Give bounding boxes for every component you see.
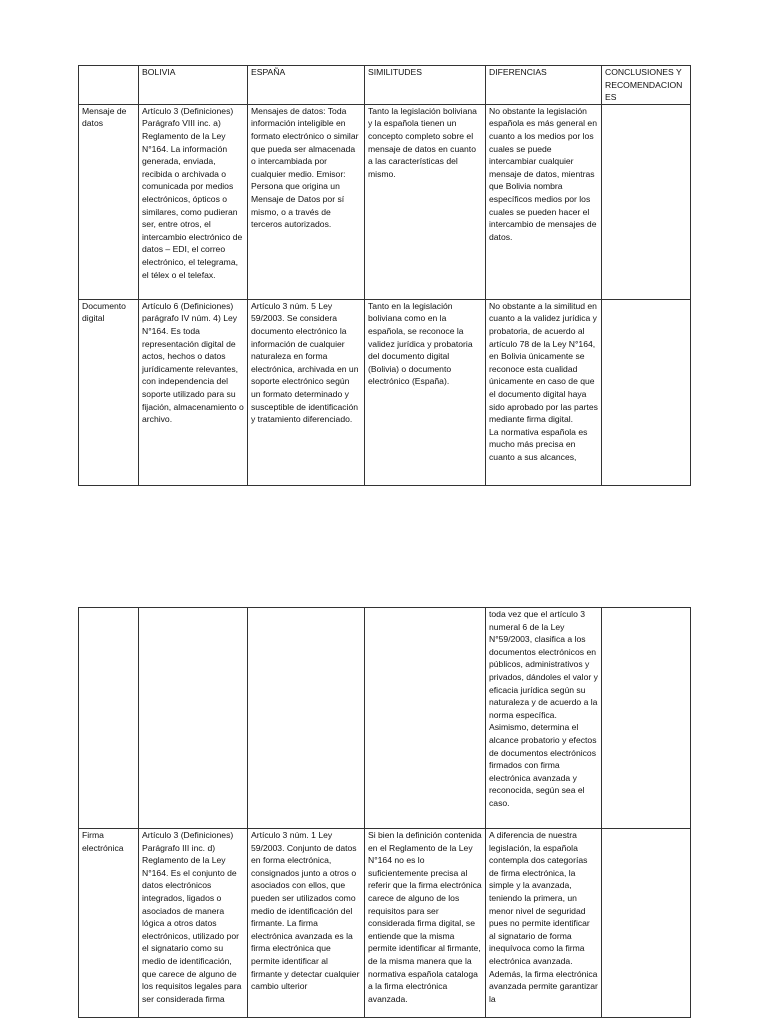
table-row-documento-digital (79, 299, 691, 485)
cell-similitudes: Tanto la legislación boliviana y la española tienen un concepto completo sobre el mensaje de datos en cuanto a las características del mismo. (365, 104, 486, 299)
header-espana: ESPAÑA (248, 66, 365, 105)
cell-conclusiones (602, 104, 691, 299)
cell-diferencias (486, 299, 602, 485)
cell-espana: Artículo 3 núm. 5 Ley 59/2003. Se considera documento electrónico la información de cualquier naturaleza en forma electrónica, archivada en un soporte electrónico según un formato determinado y susceptible de identificación y tratamiento diferenciado. (248, 299, 365, 485)
cell-bolivia: Artículo 6 (Definiciones) parágrafo IV núm. 4) Ley N°164. Es toda representación digital de actos, hechos o datos jurídicamente relevantes, con independencia del soporte utilizado para su fijación, almacenamiento o archivo. (139, 299, 248, 485)
cell-bolivia (139, 608, 248, 829)
row-label (79, 608, 139, 829)
header-diferencias: DIFERENCIAS (486, 66, 602, 105)
cell-espana (248, 608, 365, 829)
paragraph: Asimismo, determina el alcance probatorio y efectos de documentos electrónicos firmados con firma electrónica avanzada y reconocida, según sea el caso. (489, 722, 597, 808)
header-similitudes: SIMILITUDES (365, 66, 486, 105)
cell-bolivia: Artículo 3 (Definiciones) Parágrafo III inc. d) Reglamento de la Ley N°164. Es el conjunto de datos electrónicos integrados, ligados o asociados de manera lógica a otros datos electrónicos, utilizado por el signatario como su medio de identificación, que carece de alguno de los requisitos legales para ser considerada firma (139, 829, 248, 1018)
cell-similitudes (365, 608, 486, 829)
cell-bolivia: Artículo 3 (Definiciones) Parágrafo VIII inc. a) Reglamento de la Ley N°164. La información generada, enviada, recibida o archivada o comunicada por medios electrónicos, ópticos o similares, como pudieran ser, entre otros, el intercambio electrónico de datos – EDI, el correo electrónico, el telegrama, el télex o el telefax. (139, 104, 248, 299)
comparison-table-bottom (78, 607, 691, 1018)
paragraph: No obstante la legislación española es más general en cuanto a los medios por los cuales se puede intercambiar cualquier mensaje de datos, mientras que Bolivia nombra específicos medios por los cuales se pueden hacer el intercambio de mensajes de datos. (489, 105, 597, 242)
table-header-row (79, 66, 691, 105)
header-corner-cell (79, 66, 139, 105)
comparison-table-top (78, 65, 691, 486)
row-label: Firma electrónica (79, 829, 139, 1018)
row-label: Mensaje de datos (79, 104, 139, 299)
header-bolivia: BOLIVIA (139, 66, 248, 105)
paragraph: La normativa española es mucho más precisa en cuanto a sus alcances, (489, 426, 588, 462)
cell-diferencias (486, 829, 602, 1018)
cell-similitudes: Si bien la definición contenida en el Reglamento de la Ley N°164 no es lo suficientemente precisa al referir que la firma electrónica carece de alguno de los requisitos para ser considerada firma digital, se entiende que la misma permite identificar al firmante, de la misma manera que la normativa española cataloga a la firma electrónica avanzada. (365, 829, 486, 1018)
cell-conclusiones (602, 829, 691, 1018)
row-label: Documento digital (79, 299, 139, 485)
header-conclusiones: CONCLUSIONES Y RECOMENDACIONES (602, 66, 691, 105)
cell-espana: Mensajes de datos: Toda información inteligible en formato electrónico o similar que pueda ser almacenada o intercambiada por cualquier medio. Emisor: Persona que origina un Mensaje de Datos por sí mismo, o a través de terceros autorizados. (248, 104, 365, 299)
cell-diferencias (486, 104, 602, 299)
cell-diferencias (486, 608, 602, 829)
table-row-continuation (79, 608, 691, 829)
cell-similitudes: Tanto en la legislación boliviana como en la española, se reconoce la validez jurídica y probatoria del documento digital (Bolivia) o documento electrónico (España). (365, 299, 486, 485)
table-row-firma-electronica (79, 829, 691, 1018)
table-row-mensaje-de-datos (79, 104, 691, 299)
cell-conclusiones (602, 608, 691, 829)
paragraph: Además, la firma electrónica avanzada permite garantizar la (489, 968, 598, 1004)
paragraph: toda vez que el artículo 3 numeral 6 de la Ley N°59/2003, clasifica a los documentos electrónicos en públicos, administrativos y privados, dándoles el valor y eficacia jurídica según su naturaleza y de acuerdo a la norma específica. (489, 609, 598, 720)
paragraph: A diferencia de nuestra legislación, la española contempla dos categorías de firma electrónica, la simple y la avanzada, teniendo la primera, un menor nivel de seguridad pues no permite identificar al signatario de forma inequívoca como la firma electrónica avanzada. (489, 830, 590, 966)
paragraph: No obstante a la similitud en cuanto a la validez jurídica y probatoria, de acuerdo al artículo 78 de la Ley N°164, en Bolivia únicamente se reconoce esta cualidad únicamente en caso de que el documento digital haya sido aprobado por las partes mediante firma digital. (489, 300, 598, 425)
cell-conclusiones (602, 299, 691, 485)
cell-espana: Artículo 3 núm. 1 Ley 59/2003. Conjunto de datos en forma electrónica, consignados junto a otros o asociados con ellos, que pueden ser utilizados como medio de identificación del firmante. La firma electrónica avanzada es la firma electrónica que permite identificar al firmante y detectar cualquier cambio ulterior (248, 829, 365, 1018)
